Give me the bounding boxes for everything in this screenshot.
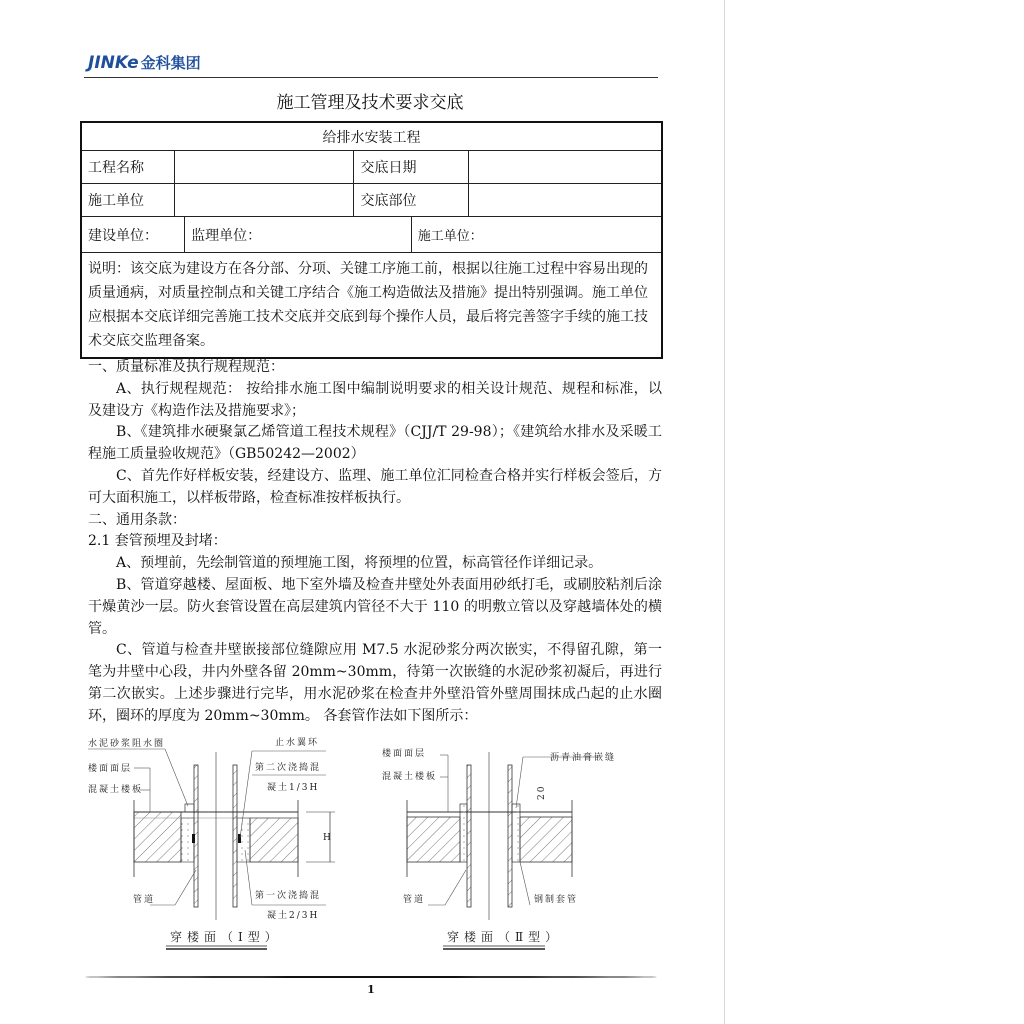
- fig1-label-flange: 止水翼环: [275, 738, 320, 748]
- section-2-1-heading: 2.1 套管预埋及封堵：: [88, 533, 227, 550]
- section-2-1-c: C、管道与检查井壁嵌接部位缝隙应用 M7.5 水泥砂浆分两次嵌实，不得留孔隙，第一笔为井壁中心段，井内外壁各留 20mm~30mm，待第一次嵌缝的水泥砂浆初凝后，再进行第二次嵌实。上述步骤进行完毕，用水泥砂浆在检查井外壁沿管外壁周围抹成凸起的止水圈环，圈环的厚度为 20mm~30mm。 各套管作法如下图所示：: [88, 642, 662, 724]
- fig1-label-second-pour-2: 凝土1/3H: [267, 783, 320, 793]
- fig1-label-water-ring: 水泥砂浆阻水圈: [88, 739, 166, 749]
- supervisor-label: 监理单位：: [185, 217, 412, 253]
- form-note: 说明：该交底为建设方在各分部、分项、关键工序施工前，根据以往施工过程中容易出现的质量通病，对质量控制点和关键工序结合《施工构造做法及措施》提出特别强调。施工单位应根据本交底详细完善施工技术交底并交底到每个操作人员，最后将完善签字手续的施工技术交底交监理备案。: [81, 253, 662, 359]
- fig1-label-pipe: 管道: [133, 895, 156, 905]
- pipe2-wall-left: [467, 765, 471, 907]
- fig2-label-slab: 混凝土楼板: [382, 772, 438, 782]
- builder-label: 施工单位：: [411, 217, 662, 253]
- section-2-1-a: A、预埋前，先绘制管道的预埋施工图，将预埋的位置，标高管径作详细记录。: [116, 555, 603, 572]
- page-number: 1: [367, 983, 375, 996]
- fig1-dim-h: H: [323, 833, 333, 843]
- sleeve2-left: [460, 804, 467, 862]
- pipe-wall-right: [233, 765, 237, 907]
- fig2-label-steel-sleeve: 钢制套管: [534, 895, 579, 905]
- section-2-1-b: B、管道穿越楼、屋面板、地下室外墙及检查井壁处外表面用砂纸打毛，或刷胶粘剂后涂干燥黄沙一层。防火套管设置在高层建筑内管径不大于 110 的明敷立管以及穿越墙体处的横管。: [88, 576, 662, 637]
- fig1-label-first-pour: 第一次浇捣混: [255, 891, 322, 901]
- date-label: 交底日期: [354, 151, 469, 184]
- fig1-label-floor-finish: 楼面面层: [88, 764, 133, 774]
- water-ring: [185, 804, 194, 812]
- fig2-label-pipe: 管道: [403, 895, 426, 905]
- slab-left: [134, 812, 181, 862]
- figure-type-1: [88, 736, 335, 949]
- fig1-label-second-pour: 第二次浇捣混: [255, 763, 322, 773]
- form-section-title: 给排水安装工程: [81, 122, 662, 151]
- document-title: 施工管理及技术要求交底: [276, 93, 464, 113]
- project-name-label: 工程名称: [81, 151, 175, 184]
- fig2-label-sealant: 沥青油膏嵌缝: [550, 753, 617, 763]
- fig1-label-slab: 混凝土楼板: [88, 785, 144, 795]
- fig2-caption: 穿楼面（Ⅱ型）: [447, 930, 563, 944]
- pipe2-wall-right: [508, 765, 512, 907]
- owner-label: 建设单位：: [81, 217, 185, 253]
- section-1-heading: 一、质量标准及执行规程规范：: [88, 359, 284, 375]
- contractor-label: 施工单位: [81, 184, 175, 217]
- slab2-left: [407, 817, 460, 862]
- section-1-a: A、执行规程规范： 按给排水施工图中编制说明要求的相关设计规范、规程和标准，以及建设方《构造作法及措施要求》；: [88, 380, 662, 419]
- section-2-heading: 二、通用条款：: [88, 511, 186, 528]
- section-1-c: C、首先作好样板安装，经建设方、监理、施工单位汇同检查合格并实行样板会签后，方可大面积施工，以样板带路，检查标准按样板执行。: [88, 467, 662, 506]
- sleeve2-right: [512, 804, 520, 862]
- fig1-caption: 穿楼面（Ⅰ型）: [170, 930, 282, 944]
- logo-cn: 金科集团: [140, 54, 201, 72]
- figure-type-2: [382, 747, 616, 949]
- logo-latin: JINKe: [88, 53, 139, 73]
- footer-rule: [85, 976, 657, 978]
- fig1-label-first-pour-2: 凝土2/3H: [267, 911, 320, 921]
- fig2-dim-20: 20: [537, 784, 547, 800]
- fig2-label-floor-finish: 楼面面层: [382, 749, 427, 759]
- part-label: 交底部位: [354, 184, 469, 217]
- slab2-right: [520, 817, 572, 862]
- slab-right: [250, 818, 298, 862]
- section-1-b: B、《建筑排水硬聚氯乙烯管道工程技术规程》（CJJ/T 29-98）；《建筑给水排水及采暖工程施工质量验收规范》（GB50242—2002）: [88, 424, 662, 463]
